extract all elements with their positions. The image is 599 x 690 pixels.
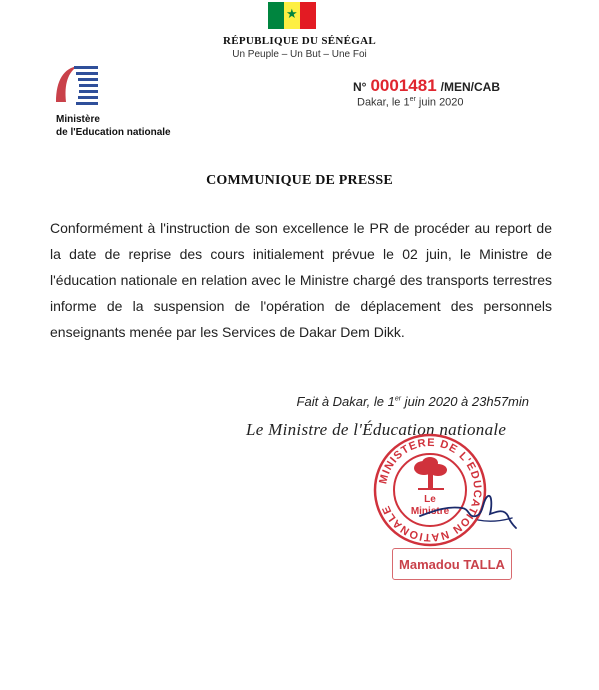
flag-yellow-band — [284, 2, 300, 29]
handwritten-signature — [418, 486, 518, 532]
ministry-name — [56, 113, 171, 139]
reference-value: 0001481 — [370, 76, 437, 95]
star-icon: ★ — [286, 6, 298, 21]
signatory-name: Mamadou TALLA — [399, 556, 505, 572]
ministry-name-line1: Ministère — [56, 114, 100, 125]
stamp-ring-text: MINISTERE DE L'EDUCATION NATIONALE — [377, 436, 484, 544]
communique-body: Conformément à l'instruction de son excellence le PR de procéder au report de la date de reprise des cours initialement prévue le 02 juin, le Ministre de l'éducation nationale en relation avec le Ministre chargé des transports terrestres informe de la suspension de l'opération de déplacement des personnels enseignants menée par les Services de Dakar Dem Dikk. — [50, 220, 552, 340]
issue-date-sup: er — [409, 96, 416, 103]
reference-number — [353, 76, 500, 96]
flag-green-band — [268, 2, 284, 29]
issue-date-prefix: Dakar, le 1 — [357, 96, 410, 109]
issue-date — [357, 96, 464, 109]
fait-prefix: Fait à Dakar, le 1 — [296, 394, 395, 409]
fait-rest: juin 2020 à 23h57min — [401, 394, 529, 409]
ministry-logo-icon — [52, 62, 100, 108]
stamp-center-line1: Le — [424, 494, 436, 505]
fait-sup: er — [394, 395, 402, 403]
ministry-name-line2: de l'Education nationale — [56, 127, 171, 138]
reference-suffix: /MEN/CAB — [440, 80, 500, 94]
signatory-name-stamp — [392, 548, 512, 580]
reference-prefix: N° — [353, 80, 367, 94]
senegal-flag — [268, 2, 316, 29]
flag-red-band — [300, 2, 316, 29]
republic-heading: RÉPUBLIQUE DU SÉNÉGAL — [223, 35, 376, 47]
place-date-line — [297, 394, 529, 409]
national-motto: Un Peuple – Un But – Une Foi — [232, 49, 367, 60]
stamp-center-line2: Ministre — [410, 506, 450, 517]
minister-title: Le Ministre de l'Éducation nationale — [246, 420, 507, 439]
issue-date-rest: juin 2020 — [415, 96, 464, 109]
document-title: COMMUNIQUE DE PRESSE — [206, 173, 393, 188]
